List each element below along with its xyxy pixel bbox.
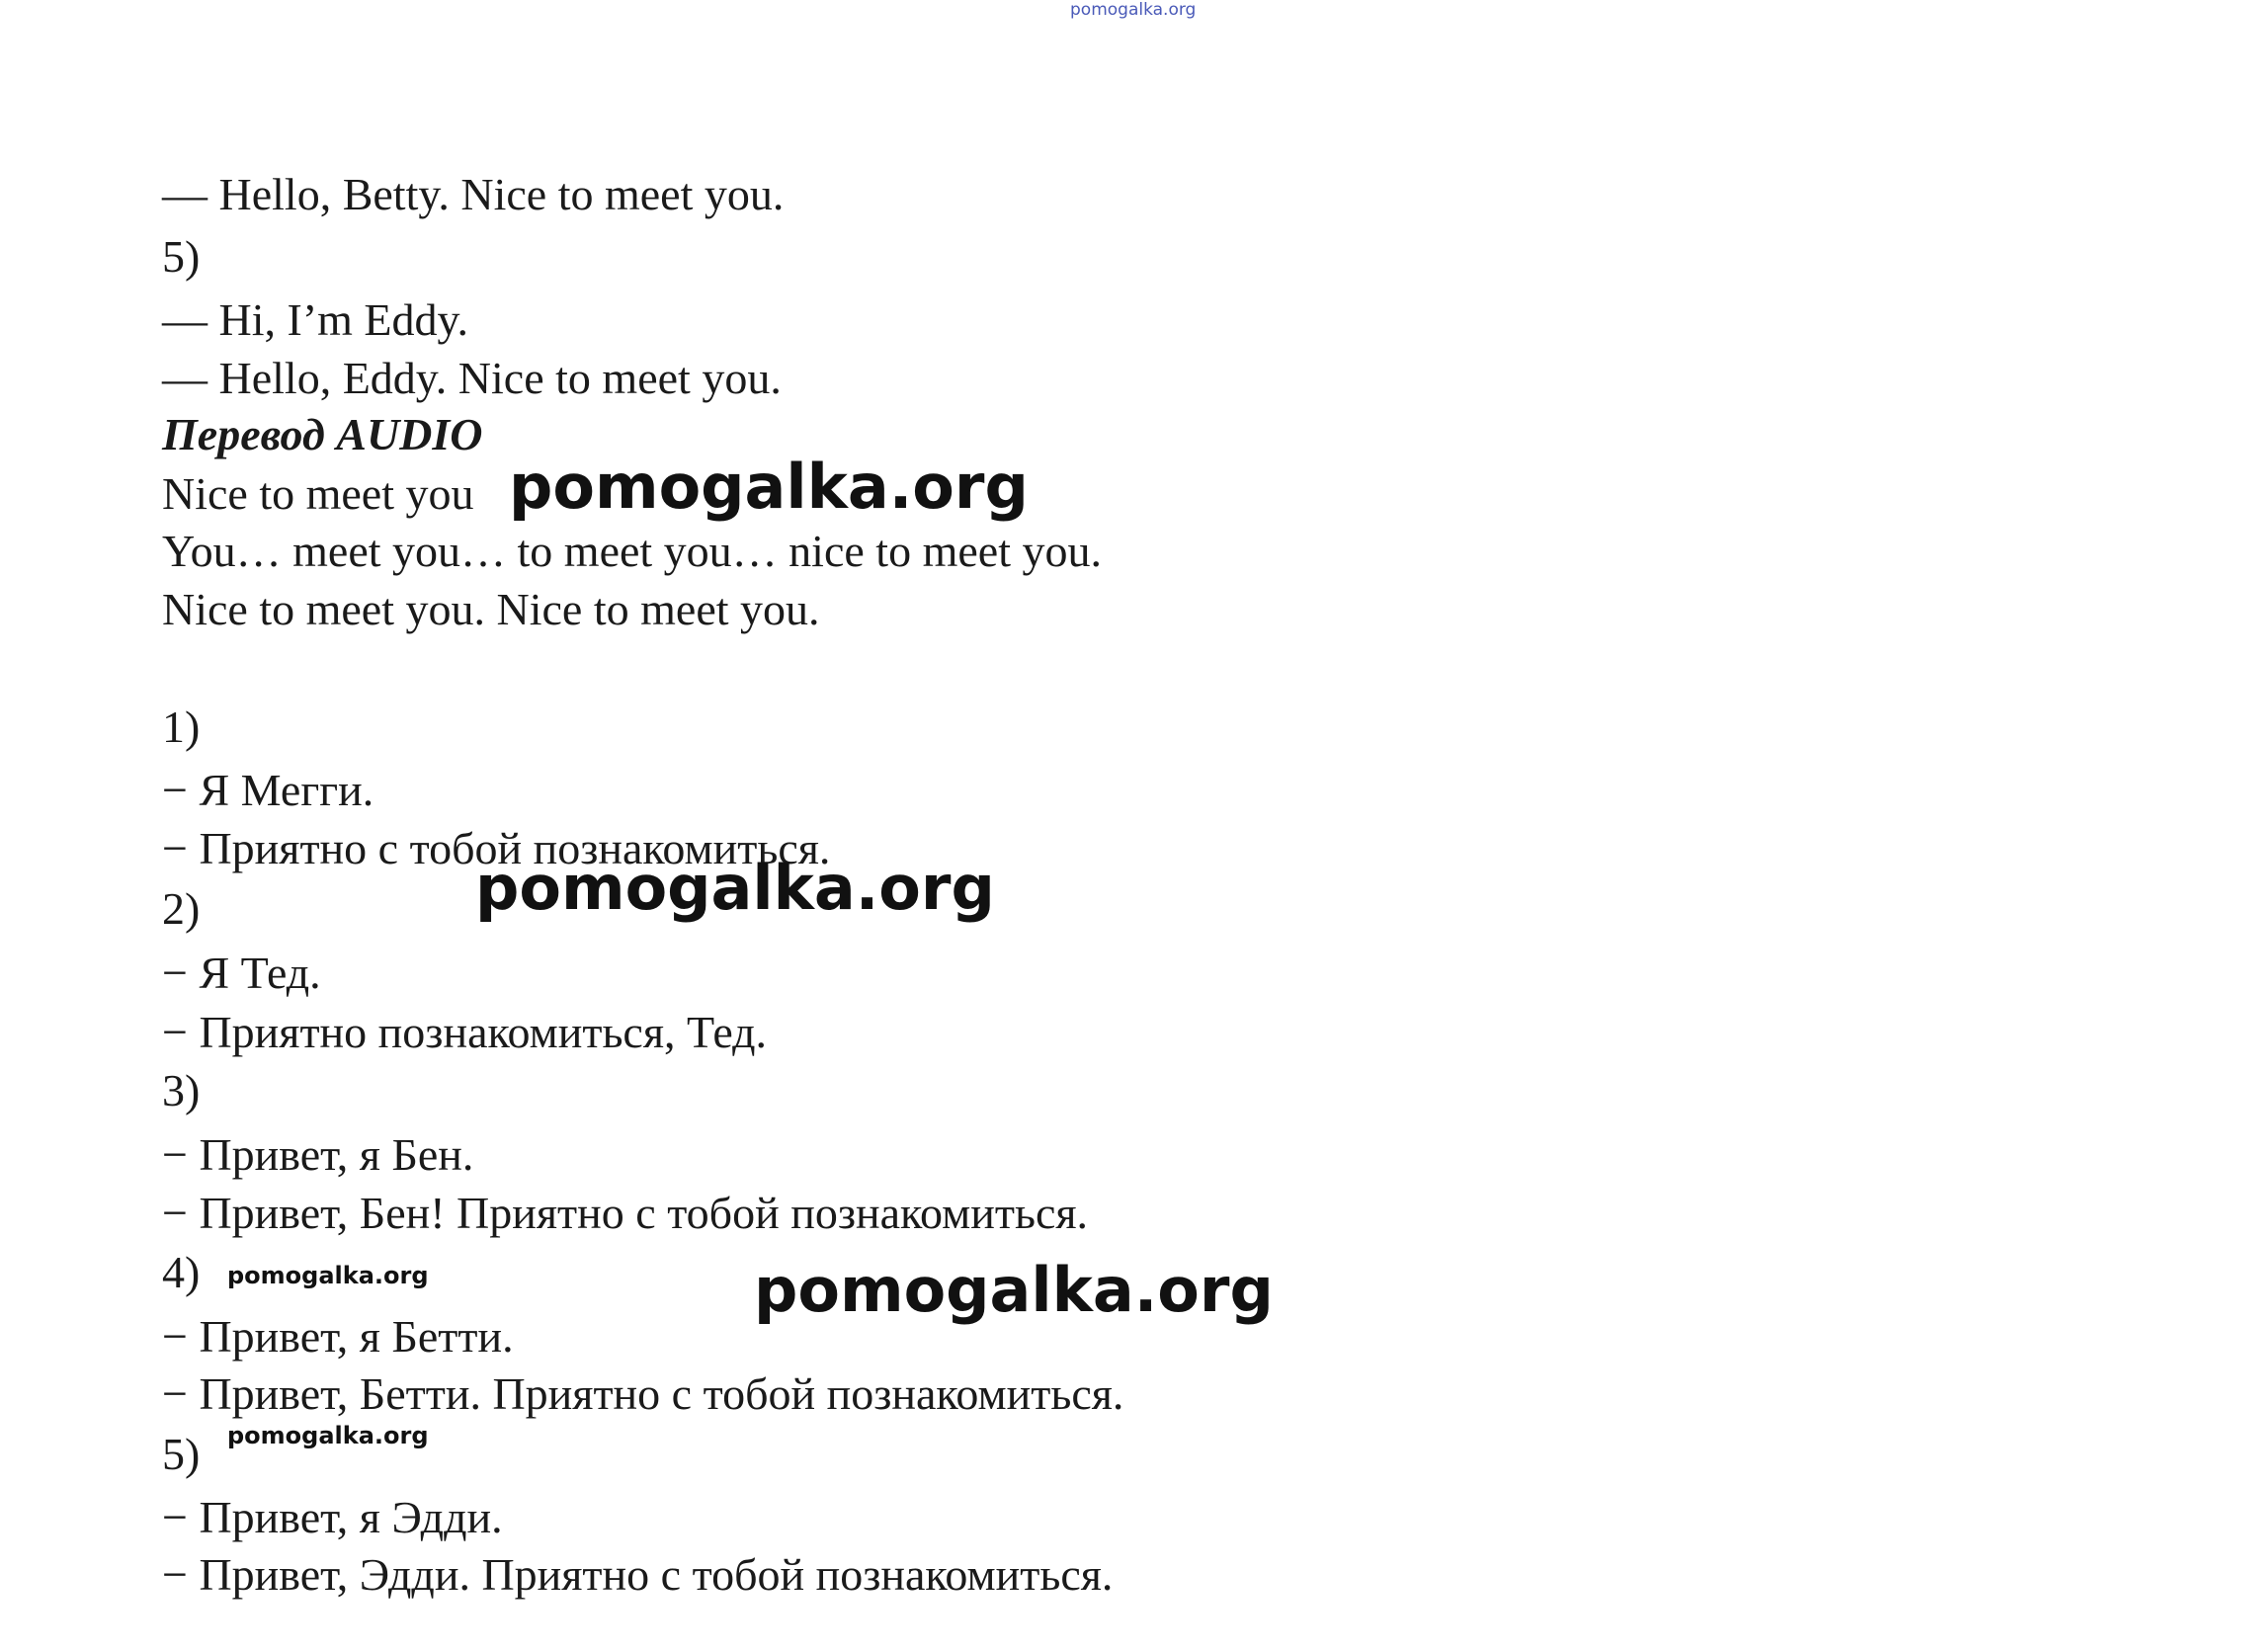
- translation-line: − Привет, я Бетти.: [162, 1311, 514, 1362]
- translation-line: − Я Мегги.: [162, 765, 374, 815]
- watermark-small: pomogalka.org: [227, 1422, 429, 1449]
- translation-number: 4): [162, 1247, 201, 1297]
- dialogue-line: — Hello, Betty. Nice to meet you.: [162, 169, 785, 219]
- watermark-small: pomogalka.org: [227, 1262, 429, 1289]
- translation-line: − Привет, Эдди. Приятно с тобой познакомиться.: [162, 1549, 1114, 1600]
- translation-line: − Привет, Бен! Приятно с тобой познакомиться.: [162, 1188, 1089, 1238]
- song-line: You… meet you… to meet you… nice to meet you.: [162, 526, 1102, 576]
- song-line: Nice to meet you: [162, 468, 474, 519]
- translation-number: 5): [162, 1429, 201, 1479]
- translation-line: − Я Тед.: [162, 948, 321, 998]
- dialogue-line: — Hello, Eddy. Nice to meet you.: [162, 353, 782, 403]
- translation-number: 1): [162, 702, 201, 752]
- dialogue-number: 5): [162, 231, 201, 282]
- translation-line: − Приятно познакомиться, Тед.: [162, 1007, 768, 1057]
- translation-line: − Привет, я Эдди.: [162, 1492, 503, 1542]
- dialogue-line: — Hi, I’m Eddy.: [162, 294, 469, 345]
- watermark-large: pomogalka.org: [475, 852, 995, 924]
- translation-line: − Привет, Бетти. Приятно с тобой познакомиться.: [162, 1368, 1124, 1419]
- watermark-large: pomogalka.org: [509, 451, 1029, 523]
- translation-line: − Приятно с тобой познакомиться.: [162, 823, 831, 873]
- translation-number: 3): [162, 1065, 201, 1115]
- translation-number: 2): [162, 883, 201, 934]
- header-watermark: pomogalka.org: [1070, 0, 1197, 20]
- translation-line: − Привет, я Бен.: [162, 1129, 474, 1180]
- song-line: Nice to meet you. Nice to meet you.: [162, 584, 820, 634]
- section-title: Перевод AUDIO: [162, 409, 483, 459]
- watermark-large: pomogalka.org: [754, 1254, 1274, 1326]
